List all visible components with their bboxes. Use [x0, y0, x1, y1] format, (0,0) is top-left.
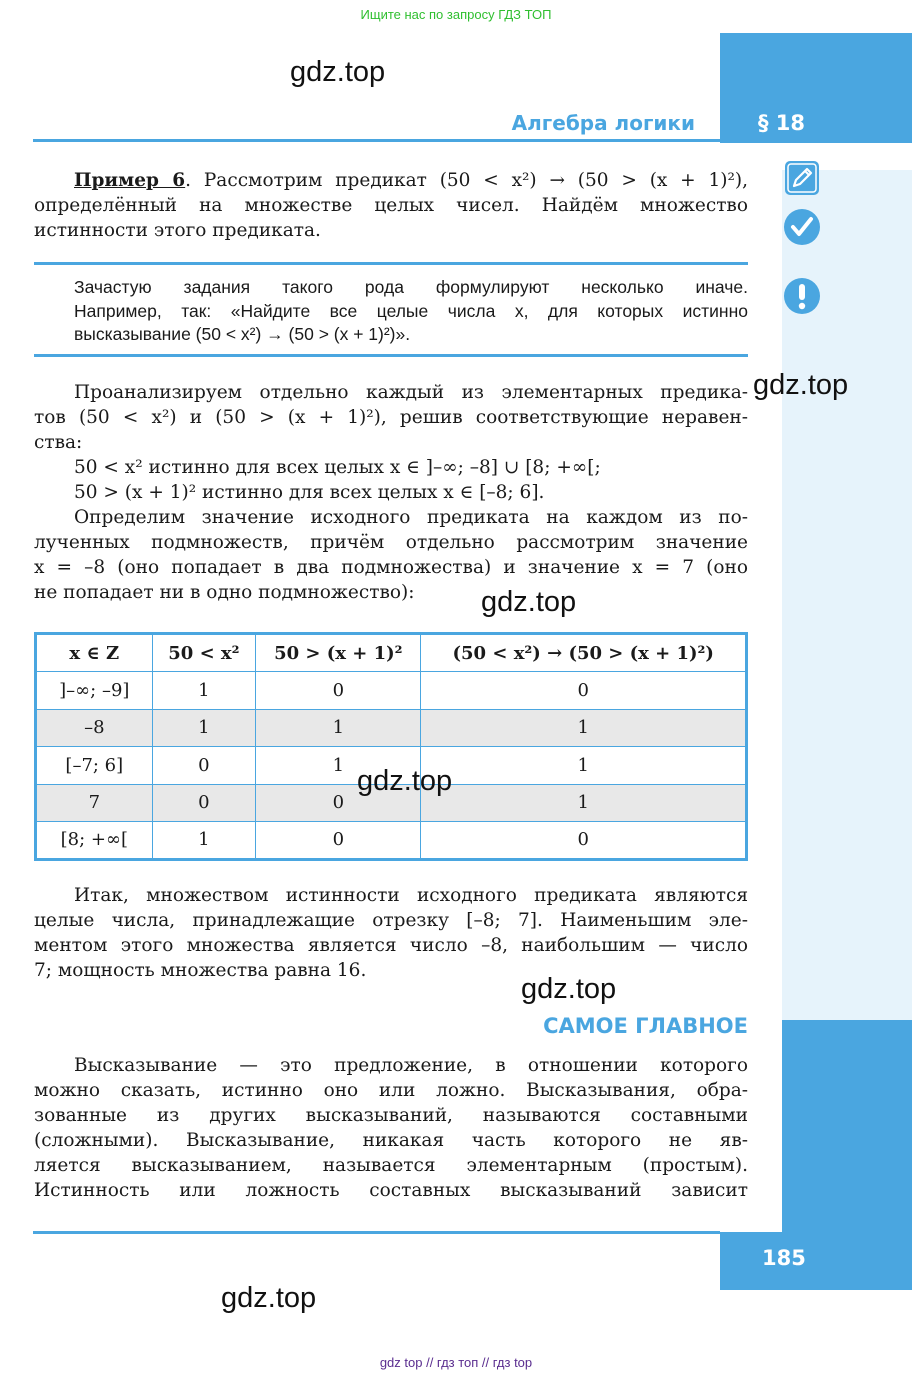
note-top-divider	[34, 262, 748, 265]
table-cell: ]–∞; –9]	[36, 672, 153, 710]
table-cell: –8	[36, 709, 153, 747]
table-header: x ∈ Z	[36, 634, 153, 672]
table-cell: 0	[256, 822, 421, 860]
footer-tab	[720, 1232, 912, 1290]
conclusion-line-2: целые числа, принадлежащие отрезку [–8; 7]. Наименьшим эле-	[34, 910, 748, 931]
note-line-3: высказывание (50 < x²) → (50 > (x + 1)²)».	[74, 324, 411, 344]
bottom-banner-text: gdz top // гдз топ // гдз top	[379, 1355, 533, 1370]
table-row	[36, 672, 747, 710]
analysis-line-9: не попадает ни в одно подмножество):	[34, 582, 415, 603]
table-row	[36, 822, 747, 860]
table-cell: 0	[152, 747, 256, 785]
conclusion-block	[34, 883, 748, 983]
example-label: Пример 6	[74, 170, 186, 191]
header-divider	[33, 139, 720, 142]
table-cell: 1	[152, 822, 256, 860]
section-title: САМОЕ ГЛАВНОЕ	[543, 1014, 748, 1038]
watermark: gdz.top	[481, 586, 577, 618]
table-cell: 1	[152, 672, 256, 710]
table-cell: 1	[421, 747, 747, 785]
watermark: gdz.top	[290, 56, 386, 88]
table-cell: 0	[152, 784, 256, 822]
table-cell: 0	[421, 822, 747, 860]
summary-line-1: Высказывание — это предложение, в отношении которого	[74, 1055, 748, 1076]
header-tab	[720, 33, 912, 143]
analysis-line-1: Проанализируем отдельно каждый из элементарных предика-	[74, 382, 748, 403]
summary-line-6: Истинность или ложность составных высказываний зависит	[34, 1180, 748, 1201]
table-cell: 1	[421, 784, 747, 822]
conclusion-line-3: ментом этого множества является число –8, наибольшим — число	[34, 935, 748, 956]
summary-line-4: (сложными). Высказывание, никакая часть которого не яв-	[34, 1130, 748, 1151]
table-cell: 0	[421, 672, 747, 710]
table-header: (50 < x²) → (50 > (x + 1)²)	[421, 634, 747, 672]
note-line-1: Зачастую задания такого рода формулируют несколько иначе.	[74, 277, 748, 297]
table-cell: 1	[256, 747, 421, 785]
example-line-3: истинности этого предиката.	[34, 220, 321, 241]
analysis-block	[34, 380, 748, 605]
watermark: gdz.top	[357, 765, 453, 797]
analysis-line-3: ства:	[34, 432, 83, 453]
note-line-2: Например, так: «Найдите все целые числа x, для которых истинно	[74, 300, 748, 321]
summary-line-2: можно сказать, истинно оно или ложно. Высказывания, обра-	[34, 1080, 748, 1101]
note-block	[74, 276, 748, 347]
table-cell: [–7; 6]	[36, 747, 153, 785]
page-number: 185	[762, 1246, 806, 1270]
conclusion-line-4: 7; мощность множества равна 16.	[34, 960, 367, 981]
analysis-line-6: Определим значение исходного предиката на каждом из по-	[74, 507, 748, 528]
watermark: gdz.top	[753, 369, 849, 401]
table-cell: 1	[152, 709, 256, 747]
table-header-row	[36, 634, 747, 672]
chapter-title: Алгебра логики	[511, 111, 695, 135]
example-line-1	[34, 168, 748, 193]
analysis-line-8: x = –8 (оно попадает в два подмножества) и значение x = 7 (оно	[34, 557, 748, 578]
example-block	[34, 168, 748, 243]
check-icon	[783, 208, 821, 246]
truth-table	[34, 632, 748, 861]
note-bottom-divider	[34, 354, 748, 357]
table-cell: 1	[421, 709, 747, 747]
table-header: 50 > (x + 1)²	[256, 634, 421, 672]
watermark: gdz.top	[221, 1282, 317, 1314]
table-cell: 1	[256, 709, 421, 747]
watermark: gdz.top	[521, 973, 617, 1005]
paragraph-number: § 18	[758, 111, 806, 135]
summary-line-3: зованные из других высказываний, называются составными	[34, 1105, 748, 1126]
pencil-icon	[783, 159, 821, 197]
footer-divider	[33, 1231, 720, 1234]
analysis-line-2: тов (50 < x²) и (50 > (x + 1)²), решив соответствующие неравен-	[34, 407, 748, 428]
analysis-line-7: лученных подмножеств, причём отдельно рассмотрим значение	[34, 532, 748, 553]
table-cell: 0	[256, 784, 421, 822]
example-line-1-text: . Рассмотрим предикат (50 < x²) → (50 > (x + 1)²),	[185, 170, 748, 191]
top-banner-text: Ищите нас по запросу ГДЗ ТОП	[360, 7, 552, 22]
side-strip-dark	[782, 1020, 912, 1232]
analysis-line-5: 50 > (x + 1)² истинно для всех целых x ∈ [–8; 6].	[74, 482, 545, 503]
table-cell: 0	[256, 672, 421, 710]
conclusion-line-1: Итак, множеством истинности исходного предиката являются	[74, 885, 748, 906]
table-cell: [8; +∞[	[36, 822, 153, 860]
table-row	[36, 709, 747, 747]
summary-block	[34, 1053, 748, 1203]
table-cell: 7	[36, 784, 153, 822]
exclamation-icon	[783, 277, 821, 315]
table-header: 50 < x²	[152, 634, 256, 672]
example-line-2: определённый на множестве целых чисел. Найдём множество	[34, 195, 748, 216]
analysis-line-4: 50 < x² истинно для всех целых x ∈ ]–∞; –8] ∪ [8; +∞[;	[74, 457, 601, 478]
summary-line-5: ляется высказыванием, называется элементарным (простым).	[34, 1155, 748, 1176]
